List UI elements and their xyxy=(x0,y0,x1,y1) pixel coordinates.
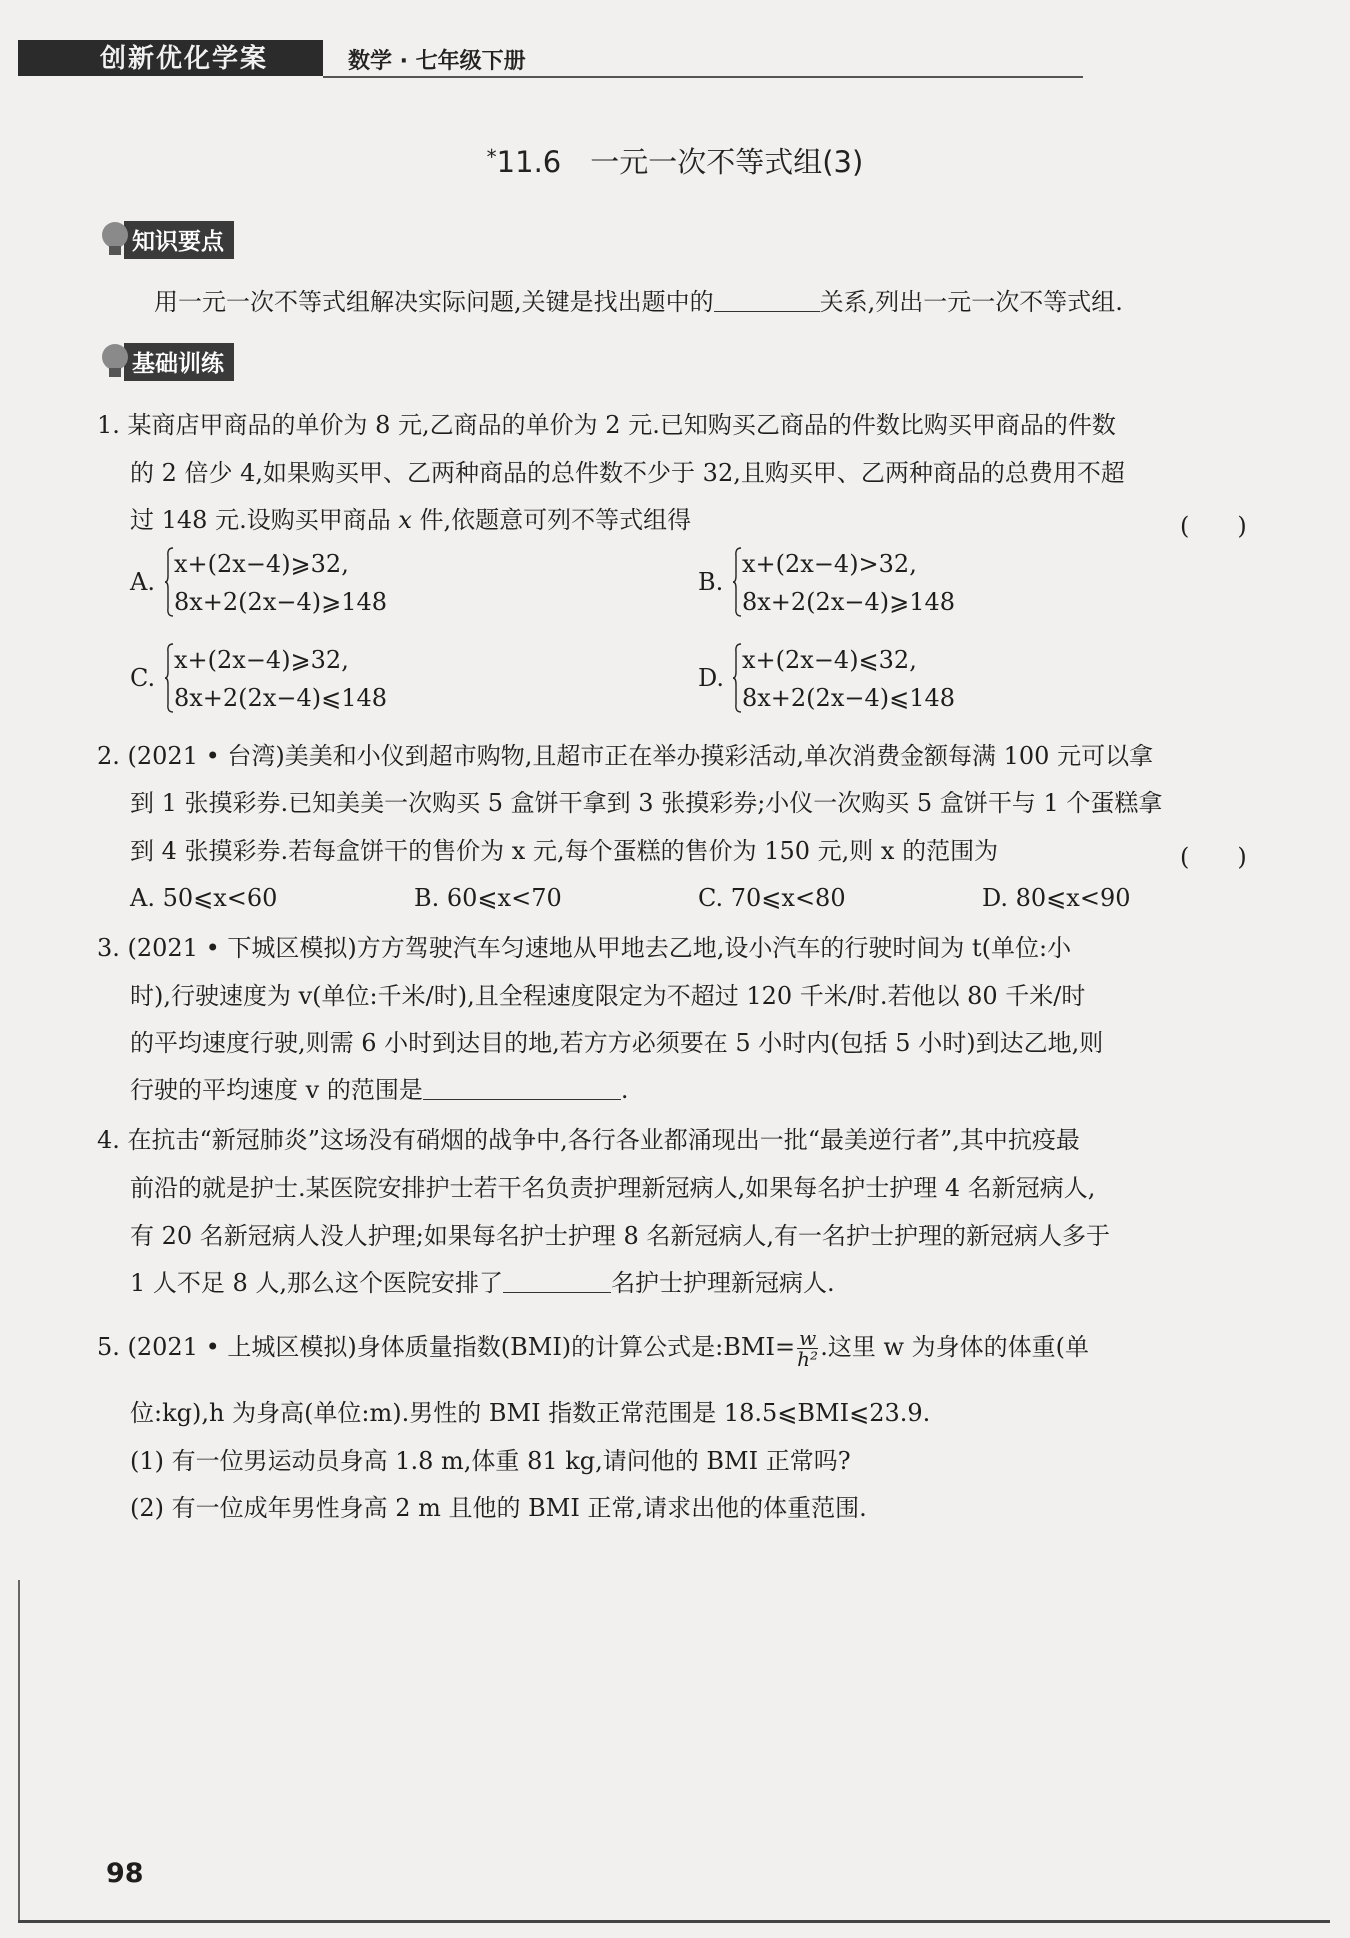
knowledge-blank[interactable] xyxy=(714,285,820,312)
q4-line2: 前沿的就是护士.某医院安排护士若干名负责护理新冠病人,如果每名护士护理 4 名新冠病人, xyxy=(130,1174,1096,1202)
q5-line2: 位:kg),h 为身高(单位:m).男性的 BMI 指数正常范围是 18.5⩽BMI⩽23.9. xyxy=(130,1399,931,1427)
q4-line4 xyxy=(130,1265,835,1301)
q3-line4-text: 行驶的平均速度 v 的范围是 xyxy=(130,1076,423,1104)
q2-line3: 到 4 张摸彩券.若每盒饼干的售价为 x 元,每个蛋糕的售价为 150 元,则 x 的范围为 xyxy=(130,837,999,865)
footer-rule xyxy=(18,1920,1330,1923)
option-ineq-1: x+(2x−4)⩾32, xyxy=(174,550,349,578)
knowledge-badge xyxy=(100,222,234,258)
q5-line1 xyxy=(97,1328,1089,1369)
section-title-text: 11.6 一元一次不等式组(3) xyxy=(496,145,864,179)
option-label: D. xyxy=(698,664,725,692)
option-ineq-2: 8x+2(2x−4)⩽148 xyxy=(742,684,956,712)
q4-blank[interactable] xyxy=(503,1266,611,1293)
q3-line1: 3. (2021 • 下城区模拟)方方驾驶汽车匀速地从甲地去乙地,设小汽车的行驶时间为 t(单位:小 xyxy=(97,934,1072,962)
option-ineq-1: x+(2x−4)>32, xyxy=(742,550,917,578)
optional-star: * xyxy=(486,145,497,169)
basic-badge xyxy=(100,344,234,380)
knowledge-before: 用一元一次不等式组解决实际问题,关键是找出题中的 xyxy=(154,288,714,316)
knowledge-after: 关系,列出一元一次不等式组. xyxy=(819,288,1123,316)
q2-option-c[interactable]: C. 70⩽x<80 xyxy=(698,884,846,912)
option-label: A. xyxy=(130,568,155,596)
option-ineq-2: 8x+2(2x−4)⩾148 xyxy=(174,588,388,616)
bmi-fraction xyxy=(797,1328,818,1369)
lightbulb-icon xyxy=(100,344,130,380)
fraction-denominator: h² xyxy=(797,1347,819,1371)
fraction-numerator: w xyxy=(799,1326,817,1350)
q5-sub2: (2) 有一位成年男性身高 2 m 且他的 BMI 正常,请求出他的体重范围. xyxy=(130,1494,867,1522)
q2-line2: 到 1 张摸彩券.已知美美一次购买 5 盒饼干拿到 3 张摸彩券;小仪一次购买 5 盒饼干与 1 个蛋糕拿 xyxy=(130,789,1163,817)
q3-line3: 的平均速度行驶,则需 6 小时到达目的地,若方方必须要在 5 小时内(包括 5 小时)到达乙地,则 xyxy=(130,1029,1104,1057)
q2-option-d[interactable]: D. 80⩽x<90 xyxy=(982,884,1131,912)
page-edge xyxy=(18,1580,20,1920)
option-ineq-1: x+(2x−4)⩾32, xyxy=(174,646,349,674)
brace-icon xyxy=(164,546,174,618)
brace-icon xyxy=(732,642,742,714)
option-label: C. xyxy=(130,664,156,692)
section-title xyxy=(0,140,1350,181)
q2-option-b[interactable]: B. 60⩽x<70 xyxy=(414,884,562,912)
brace-icon xyxy=(732,546,742,618)
header-brand: 创新优化学案 xyxy=(100,44,269,74)
q1-line3 xyxy=(130,502,691,538)
q1-line1: 1. 某商店甲商品的单价为 8 元,乙商品的单价为 2 元.已知购买乙商品的件数比购买甲商品的件数 xyxy=(97,411,1116,439)
q1-line2: 的 2 倍少 4,如果购买甲、乙两种商品的总件数不少于 32,且购买甲、乙两种商品的总费用不超 xyxy=(130,459,1125,487)
brace-icon xyxy=(164,642,174,714)
q1-line3-a: 过 148 元.设购买甲商品 xyxy=(130,506,391,534)
option-ineq-1: x+(2x−4)⩽32, xyxy=(742,646,917,674)
header-rule xyxy=(323,76,1083,78)
q5-sub1: (1) 有一位男运动员身高 1.8 m,体重 81 kg,请问他的 BMI 正常吗? xyxy=(130,1447,851,1475)
page-number: 98 xyxy=(106,1858,144,1889)
q3-line2: 时),行驶速度为 v(单位:千米/时),且全程速度限定为不超过 120 千米/时.若他以 80 千米/时 xyxy=(130,982,1086,1010)
q3-end: . xyxy=(620,1076,629,1104)
knowledge-label: 知识要点 xyxy=(124,221,234,259)
q1-var-x: x xyxy=(398,506,412,534)
q4-line1: 4. 在抗击“新冠肺炎”这场没有硝烟的战争中,各行各业都涌现出一批“最美逆行者”,其中抗疫最 xyxy=(97,1126,1080,1154)
q2-answer-paren[interactable]: ( ) xyxy=(1180,843,1247,871)
q4-line4-b: 名护士护理新冠病人. xyxy=(611,1269,835,1297)
q2-option-a[interactable]: A. 50⩽x<60 xyxy=(130,884,278,912)
option-ineq-2: 8x+2(2x−4)⩽148 xyxy=(174,684,388,712)
q3-line4 xyxy=(130,1072,628,1108)
option-label: B. xyxy=(698,568,724,596)
option-ineq-2: 8x+2(2x−4)⩾148 xyxy=(742,588,956,616)
knowledge-text xyxy=(154,284,1123,320)
q4-line4-a: 1 人不足 8 人,那么这个医院安排了 xyxy=(130,1269,504,1297)
q3-blank[interactable] xyxy=(423,1073,621,1100)
header-subject: 数学 · 七年级下册 xyxy=(348,49,526,74)
lightbulb-icon xyxy=(100,222,130,258)
q4-line3: 有 20 名新冠病人没人护理;如果每名护士护理 8 名新冠病人,有一名护士护理的新冠病人多于 xyxy=(130,1222,1111,1250)
q5-line1-b: .这里 w 为身体的体重(单 xyxy=(820,1333,1089,1361)
q1-line3-b: 件,依题意可列不等式组得 xyxy=(419,506,692,534)
q2-line1: 2. (2021 • 台湾)美美和小仪到超市购物,且超市正在举办摸彩活动,单次消费金额每满 100 元可以拿 xyxy=(97,742,1154,770)
q1-answer-paren[interactable]: ( ) xyxy=(1180,512,1247,540)
q5-line1-a: 5. (2021 • 上城区模拟)身体质量指数(BMI)的计算公式是:BMI= xyxy=(97,1333,796,1361)
basic-label: 基础训练 xyxy=(124,343,234,381)
